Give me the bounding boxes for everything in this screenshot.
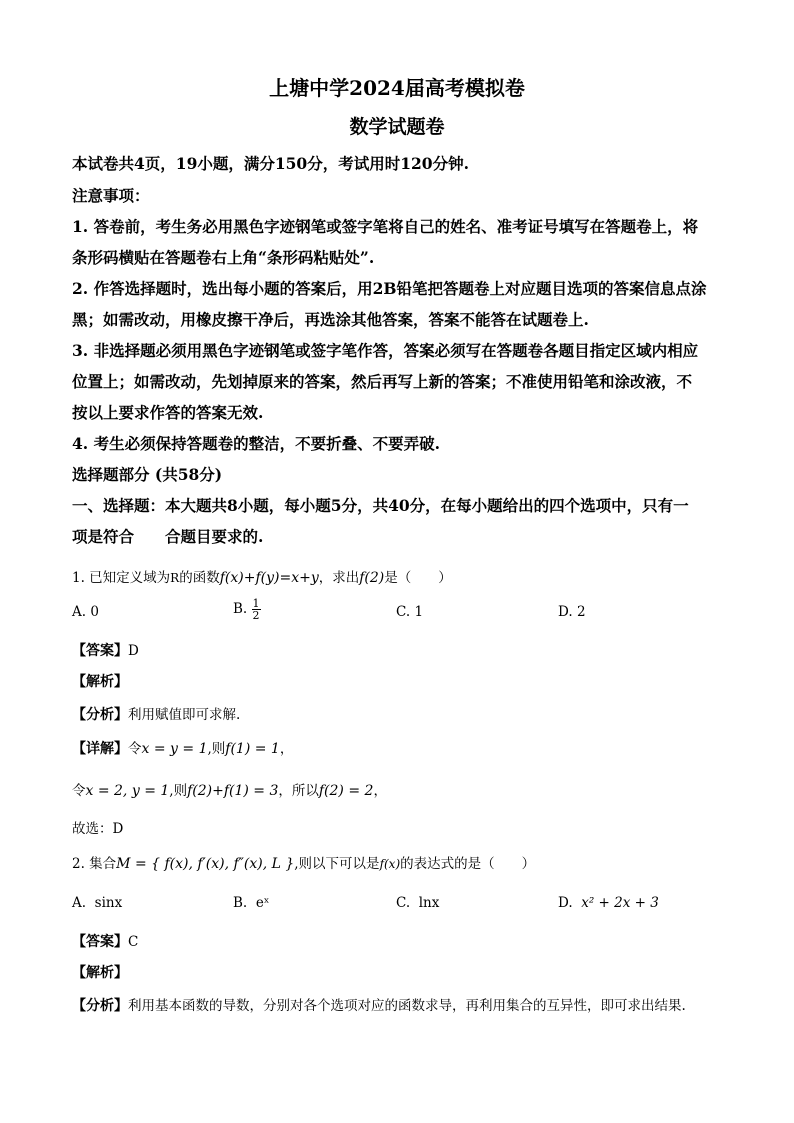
detail-text: ，: [279, 741, 294, 757]
q1-stem-suffix: 是（ ）: [384, 570, 452, 586]
option-label: B.: [233, 895, 248, 911]
question-1-stem: [72, 566, 452, 586]
notice-line: 2. 作答选择题时，选出每小题的答案后，用2B铅笔把答题卷上对应题目选项的答案信息点涂: [72, 279, 707, 298]
q1-answer: [72, 640, 139, 660]
part-heading: 选择题部分 (共58分): [72, 465, 223, 484]
question-2-stem: [72, 852, 535, 872]
q2-option-d: [558, 895, 659, 911]
answer-value: D: [128, 643, 139, 659]
detail-text: 令: [128, 741, 142, 757]
option-label: A.: [72, 895, 87, 911]
fraction-denominator: 2: [252, 609, 260, 622]
option-label: C.: [396, 895, 411, 911]
option-label: C.: [396, 604, 411, 620]
method-tag: 【分析】: [72, 707, 128, 723]
detail-math: x = 2, y = 1: [85, 783, 170, 799]
q1-stem-prefix: 1. 已知定义域为: [72, 570, 171, 586]
method-tag: 【分析】: [72, 998, 128, 1014]
detail-math: f(1) = 1: [225, 741, 280, 757]
q1-stem-mid2: ，求出: [318, 570, 360, 586]
detail-tag: 【详解】: [72, 741, 128, 757]
q2-analysis-tag: [72, 962, 128, 982]
answer-tag: 【答案】: [72, 934, 128, 950]
q1-option-c: [396, 604, 423, 620]
notice-heading: 注意事项：: [72, 186, 150, 205]
section-instruction: 一、选择题：本大题共8小题，每小题5分，共40分，在每小题给出的四个选项中，只有一: [72, 496, 689, 515]
detail-text: ，: [373, 783, 387, 799]
q1-option-b: [233, 598, 261, 621]
method-text: 利用基本函数的导数，分别对各个选项对应的函数求导，再利用集合的互异性，即可求出结果.: [128, 998, 686, 1014]
detail-text: ,则: [169, 783, 188, 799]
notice-line: 位置上；如需改动，先划掉原来的答案，然后再写上新的答案；不准使用铅笔和涂改液，不: [72, 372, 693, 391]
notice-line: 3. 非选择题必须用黑色字迹钢笔或签字笔作答，答案必须写在答题卷各题目指定区域内相应: [72, 341, 699, 360]
detail-text: ，所以: [278, 783, 319, 799]
analysis-tag: 【解析】: [72, 965, 128, 981]
option-value: x² + 2x + 3: [581, 895, 659, 911]
q1-detail-line-1: [72, 737, 293, 758]
q1-detail-line-2: [72, 779, 387, 799]
q2-stem-prefix: 2. 集合: [72, 856, 117, 872]
option-value: 1: [414, 604, 424, 620]
detail-math: f(2)+f(1) = 3: [187, 783, 279, 799]
answer-tag: 【答案】: [72, 643, 128, 659]
q2-fx: f(x): [379, 857, 401, 871]
detail-text: ,则: [207, 741, 226, 757]
exam-summary: 本试卷共4页，19小题，满分150分，考试用时120分钟.: [72, 154, 469, 173]
notice-line: 4. 考生必须保持答题卷的整洁，不要折叠、不要弄破.: [72, 434, 440, 453]
q1-stem-mid: 的函数: [179, 570, 220, 586]
q1-option-a: [72, 604, 99, 620]
detail-text: 令: [72, 783, 86, 799]
detail-math: x = y = 1: [141, 741, 208, 757]
q2-option-c: [396, 895, 439, 911]
option-value: eˣ: [255, 895, 270, 911]
fraction: [252, 598, 261, 621]
q2-stem-suffix: 的表达式的是（ ）: [400, 856, 536, 872]
q2-answer: [72, 931, 138, 951]
q2-set: M = { f(x), f′(x), f″(x), L }: [116, 856, 295, 872]
option-label: D.: [558, 895, 573, 911]
section-instruction: 项是符合 合题目要求的.: [72, 527, 264, 546]
q1-target: f(2): [359, 570, 385, 586]
notice-line: 黑；如需改动，用橡皮擦干净后，再选涂其他答案，答案不能答在试题卷上.: [72, 310, 589, 329]
q1-domain-set: R: [170, 571, 180, 585]
option-value: lnx: [418, 895, 440, 911]
option-label: B.: [233, 601, 248, 617]
q2-option-b: [233, 895, 270, 911]
notice-line: 按以上要求作答的答案无效.: [72, 403, 264, 422]
option-value: 2: [576, 604, 586, 620]
q1-equation: f(x)+f(y)=x+y: [219, 570, 319, 586]
q2-method: [72, 994, 686, 1015]
fraction-numerator: 1: [252, 597, 260, 610]
exam-title: 上塘中学2024届高考模拟卷: [269, 76, 525, 100]
notice-line: 条形码横贴在答题卷右上角“条形码粘贴处”.: [72, 248, 375, 267]
method-text: 利用赋值即可求解.: [128, 707, 241, 723]
option-label: A.: [72, 604, 87, 620]
detail-math: f(2) = 2: [318, 783, 374, 799]
q1-method: [72, 703, 240, 724]
q1-analysis-tag: [72, 671, 128, 691]
option-value: 0: [90, 604, 99, 620]
analysis-tag: 【解析】: [72, 674, 128, 690]
q2-stem-mid: ,则以下可以是: [294, 856, 380, 872]
q2-option-a: [72, 895, 122, 911]
option-value: sinx: [94, 895, 123, 911]
answer-value: C: [128, 934, 139, 950]
q1-conclusion: 故选：D: [72, 821, 124, 837]
notice-line: 1. 答卷前，考生务必用黑色字迹钢笔或签字笔将自己的姓名、准考证号填写在答题卷上，将: [72, 217, 699, 236]
option-label: D.: [558, 604, 573, 620]
exam-subtitle: 数学试题卷: [349, 116, 445, 138]
q1-option-d: [558, 604, 586, 620]
